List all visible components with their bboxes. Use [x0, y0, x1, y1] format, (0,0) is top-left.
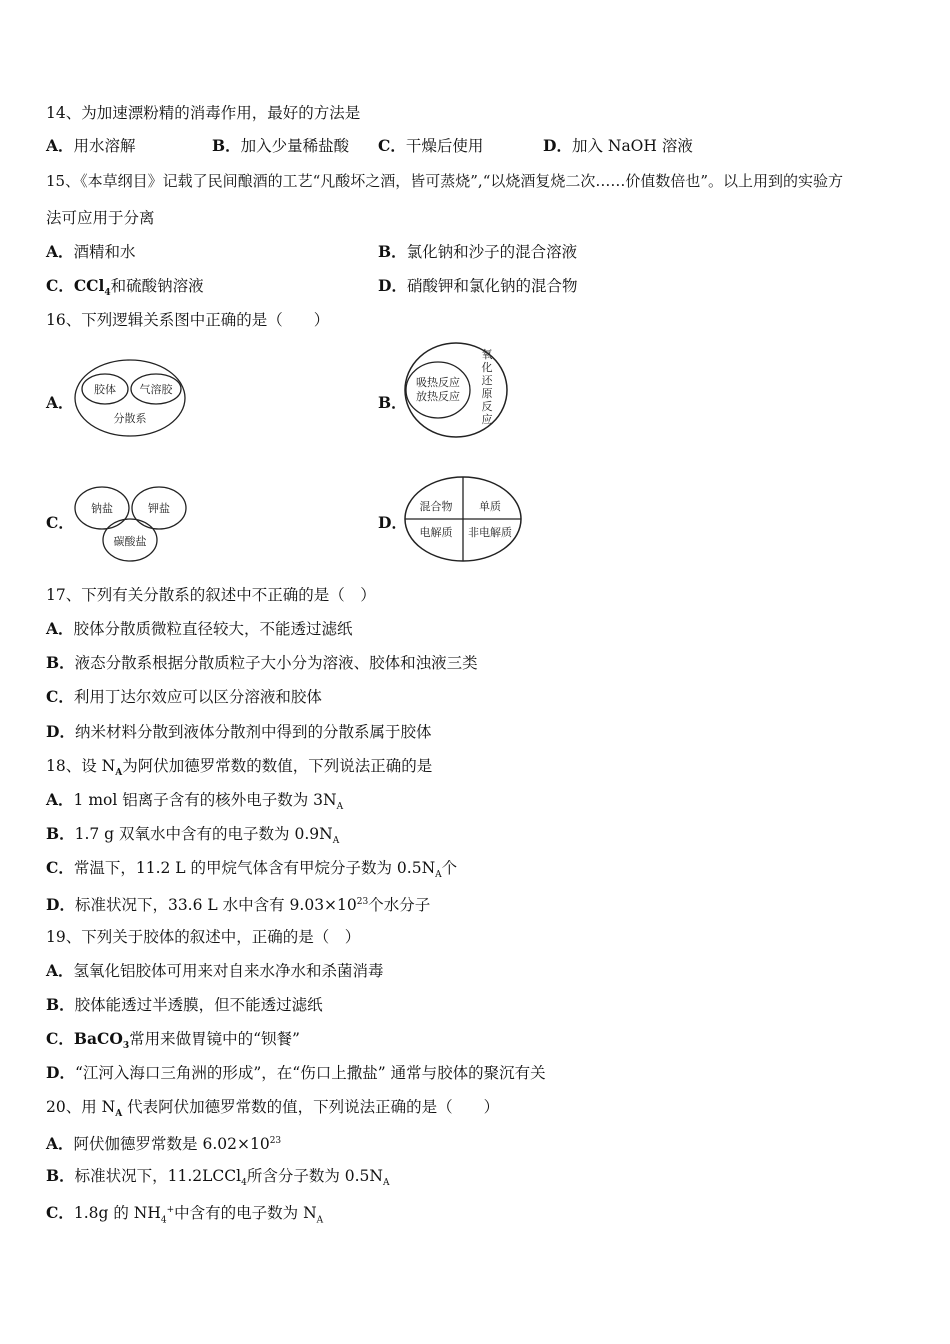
q17-stem: 17、下列有关分散系的叙述中不正确的是（ ）: [46, 586, 376, 604]
diag-c-c3: 碳酸盐: [113, 535, 147, 548]
diag-b-outer-4: 反: [481, 400, 493, 413]
q14-stem: 14、为加速漂粉精的消毒作用，最好的方法是: [46, 104, 361, 122]
q18-stem: 18、设 $N_A$为阿伏加德罗常数的数值，下列说法正确的是: [46, 757, 433, 779]
q14-option-b: B．加入少量稀盐酸: [212, 136, 350, 155]
diag-d-q3: 电解质: [419, 526, 453, 539]
diag-b-outer-3: 原: [481, 387, 493, 400]
q17-option-d: D．纳米材料分散到液体分散剂中得到的分散系属于胶体: [46, 722, 432, 741]
diag-b-inner2: 放热反应: [416, 390, 460, 403]
diag-d-q1: 混合物: [419, 500, 453, 513]
q16-diagram-b: [402, 340, 510, 440]
q19-option-d: D．“江河入海口三角洲的形成”，在“伤口上撒盐” 通常与胶体的聚沉有关: [46, 1063, 546, 1082]
q15-option-d: D．硝酸钾和氯化钠的混合物: [378, 276, 578, 295]
diag-b-outer-1: 化: [481, 361, 493, 374]
q15-stem-line2: 法可应用于分离: [46, 209, 155, 227]
q17-option-c: C．利用丁达尔效应可以区分溶液和胶体: [46, 687, 322, 706]
q19-option-a: A．氢氧化铝胶体可用来对自来水净水和杀菌消毒: [46, 961, 384, 980]
q20-option-b: B．标准状况下，11.2LCCl$_4$所含分子数为 $0.5N_A$: [46, 1166, 390, 1189]
q14-option-a: A．用水溶解: [46, 136, 136, 155]
diag-b-outer-5: 应: [481, 413, 493, 426]
q19-stem: 19、下列关于胶体的叙述中，正确的是（ ）: [46, 928, 361, 946]
q17-option-a: A．胶体分散质微粒直径较大，不能透过滤纸: [46, 619, 353, 638]
q19-option-b: B．胶体能透过半透膜，但不能透过滤纸: [46, 995, 323, 1014]
diag-c-c2: 钾盐: [148, 502, 170, 515]
diag-b-inner1: 吸热反应: [416, 376, 460, 389]
q16-option-d-label: D．: [378, 513, 407, 532]
q16-option-b-label: B．: [378, 393, 407, 412]
q20-option-a: A．阿伏伽德罗常数是 $6.02\times 10^{23}$: [46, 1134, 282, 1154]
q14-option-c: C．干燥后使用: [378, 136, 484, 155]
diag-b-outer-0: 氧: [481, 348, 493, 361]
diag-a-right: 气溶胶: [139, 383, 173, 396]
diag-d-q2: 单质: [479, 500, 501, 513]
q15-option-b: B．氯化钠和沙子的混合溶液: [378, 242, 578, 261]
diag-d-q4: 非电解质: [468, 526, 512, 539]
diag-c-c1: 钠盐: [91, 502, 113, 515]
q15-option-a: A．酒精和水: [46, 242, 136, 261]
q18-option-c: C．常温下，11.2 L 的甲烷气体含有甲烷分子数为 $0.5N_A$个: [46, 858, 458, 881]
q17-option-b: B．液态分散系根据分散质粒子大小分为溶液、胶体和浊液三类: [46, 653, 478, 672]
q16-diagram-c: [72, 484, 190, 564]
q18-option-d: D．标准状况下，33.6 L 水中含有 $9.03\times 10^{23}$个水分子: [46, 895, 431, 915]
diag-b-outer-2: 还: [481, 374, 493, 387]
q18-option-b: B．1.7 g 双氧水中含有的电子数为 $0.9N_A$: [46, 824, 340, 847]
q16-diagram-d: [402, 474, 526, 564]
q14-option-d: D．加入 NaOH 溶液: [543, 136, 693, 155]
diag-a-left: 胶体: [94, 383, 116, 396]
q20-option-c: C．1.8g 的 $NH_4^+$中含有的电子数为 $N_A$: [46, 1203, 324, 1226]
q16-diagram-a: [72, 356, 192, 438]
q16-option-c-label: C．: [46, 513, 74, 532]
diag-a-outer: 分散系: [113, 412, 147, 425]
q20-stem: 20、用 $N_A$ 代表阿伏加德罗常数的值，下列说法正确的是（ ）: [46, 1098, 500, 1120]
q19-option-c: C．BaCO$_3$常用来做胃镜中的“钡餐”: [46, 1029, 300, 1052]
q18-option-a: A．1 mol 铝离子含有的核外电子数为 $3N_A$: [46, 790, 344, 813]
q16-stem: 16、下列逻辑关系图中正确的是（ ）: [46, 311, 330, 329]
q16-option-a-label: A．: [46, 393, 74, 412]
q15-option-c: C．CCl$_4$和硫酸钠溶液: [46, 276, 204, 299]
q15-stem-line1: 15、《本草纲目》记载了民间酿酒的工艺“凡酸坏之酒，皆可蒸烧”,“以烧酒复烧二次……价值数倍也”。以上用到的实验方: [46, 172, 844, 190]
